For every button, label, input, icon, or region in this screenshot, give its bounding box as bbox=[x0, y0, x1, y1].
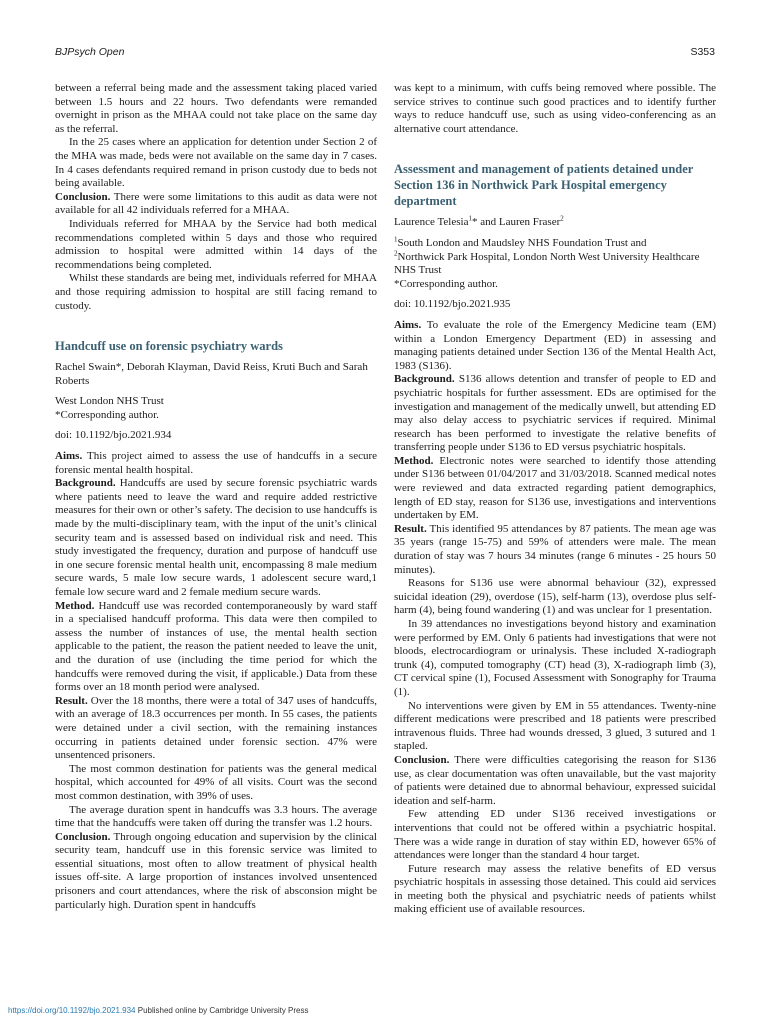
method-text: Electronic notes were searched to identify those attending under S136 between 01/04/2017 and 31/03/2018. Scanned medical notes were reviewed and data extracted regarding patient demographics, length of ED stay, reason for S136 use, investigations and interventions undertaken by EM. bbox=[394, 454, 716, 522]
author-list bbox=[394, 216, 716, 230]
aims-text: To evaluate the role of the Emergency Medicine team (EM) within a London Emergency Department (ED) in assessing and managing patients detained under Section 136 of the Mental Health Act, 1983 (S136). bbox=[394, 318, 716, 372]
aims-paragraph bbox=[394, 319, 716, 373]
left-column bbox=[55, 82, 377, 912]
background-label: Background. bbox=[394, 373, 455, 386]
conclusion-label: Conclusion. bbox=[55, 190, 111, 203]
journal-name: BJPsych Open bbox=[55, 46, 125, 58]
corresponding-author: *Corresponding author. bbox=[55, 408, 159, 421]
article-title: Assessment and management of patients detained under Section 136 in Northwick Park Hospital emergency department bbox=[394, 162, 694, 209]
conclusion-text: There were difficulties categorising the reason for S136 use, as clear documentation was often unavailable, but the vast majority of patients were detained due to abnormal behaviour, expressed suicidal ideation and self-harm. bbox=[394, 753, 716, 807]
result-label: Result. bbox=[394, 522, 427, 535]
corresponding-author: *Corresponding author. bbox=[394, 277, 498, 290]
doi-link[interactable]: doi: 10.1192/bjo.2021.934 bbox=[55, 429, 172, 442]
result-paragraph: Reasons for S136 use were abnormal behaviour (32), expressed suicidal ideation (29), overdose (15), self-harm (13), overdose plus self-harm (4), being found wandering (1) and was unclear for 1 presentation. bbox=[394, 577, 716, 617]
continuation-paragraph: between a referral being made and the assessment taking placed varied between 1.5 hours and 22 hours. Two defendants were remanded overnight in prison as the MHAA could not take place on the same day as the referral. bbox=[55, 82, 377, 135]
aims-paragraph bbox=[55, 450, 377, 477]
right-column bbox=[394, 82, 716, 917]
conclusion-text: Through ongoing education and supervision by the clinical security team, handcuff use in this forensic service was limited to essential situations, most often to allow treatment of physical health issues off-site. A large proportion of instances involved unsentenced prisoners and court attendances, where the risk of absconsion might be particularly high. Duration spent in handcuffs bbox=[55, 830, 377, 911]
result-paragraph: The average duration spent in handcuffs was 3.3 hours. The average time that the handcuffs were taken off during the transfer was 1.2 hours. bbox=[55, 803, 377, 830]
method-paragraph bbox=[55, 600, 377, 695]
author-name: * and Lauren Fraser bbox=[471, 216, 561, 229]
continuation-paragraph: In the 25 cases where an application for detention under Section 2 of the MHA was made, beds were not available on the same day in 7 cases. In 4 cases defendants required remand in prison custody due to beds not being available. bbox=[55, 136, 377, 190]
affiliation-marker: 2 bbox=[560, 214, 564, 223]
method-label: Method. bbox=[55, 599, 95, 612]
affiliation bbox=[394, 248, 716, 278]
result-label: Result. bbox=[55, 694, 88, 707]
background-paragraph bbox=[55, 477, 377, 599]
result-paragraph: In 39 attendances no investigations beyond history and examination were performed by EM. Only 6 patients had investigations that were not bloods, electrocardiogram or urinalysis. These included X-radiograph trunk (4), computed tomography (CT) head (3), X-radiograph limb (3), CT cervical spine (1), Focused Assessment with Sonography for Trauma (1). bbox=[394, 618, 716, 698]
aims-text: This project aimed to assess the use of handcuffs in a secure forensic mental health hospital. bbox=[55, 450, 377, 476]
result-paragraph: The most common destination for patients was the general medical hospital, which accounted for 49% of all visits. Court was the second most common destination, with 39% of uses. bbox=[55, 762, 377, 802]
continuation-paragraph: Individuals referred for MHAA by the Service had both medical recommendations completed within 5 days and those who required admission to hospital were admitted within 14 days of the recommendations being completed. bbox=[55, 217, 377, 271]
author-name: Laurence Telesia bbox=[394, 216, 469, 229]
continuation-paragraph: was kept to a minimum, with cuffs being removed where possible. The service strives to continue such good practices and to identify further ways to reduce handcuff use, such as using video-conferencing as an alternative court attendance. bbox=[394, 82, 716, 135]
conclusion-text: There were some limitations to this audit as data were not available for all 42 individuals referred for a MHAA. bbox=[55, 190, 377, 217]
doi-link[interactable]: doi: 10.1192/bjo.2021.935 bbox=[394, 298, 511, 311]
result-paragraph bbox=[394, 523, 716, 577]
aims-label: Aims. bbox=[55, 450, 83, 463]
page-footer bbox=[8, 1006, 308, 1015]
result-text: This identified 95 attendances by 87 patients. The mean age was 35 years (range 15-75) and 59% of attenders were male. The mean duration of stay was 7 hours 34 minutes (range 6 minutes - 25 hours 50 minutes). bbox=[394, 522, 716, 576]
page-number: S353 bbox=[690, 46, 715, 58]
footer-text: Published online by Cambridge University Press bbox=[135, 1006, 309, 1015]
continuation-conclusion bbox=[55, 191, 377, 218]
method-text: Handcuff use was recorded contemporaneously by ward staff in a specialised handcuff proforma. This data were then compiled to assess the number of instances of use, the mental health section applicable to the patient, the reason the patient needed to leave the unit, and the duration of use (including the time period for which the handcuffs were removed during the visit, if applicable.) Data from these forms over an 18 month period were analysed. bbox=[55, 599, 377, 694]
footer-doi-link[interactable]: https://doi.org/10.1192/bjo.2021.934 bbox=[8, 1006, 136, 1015]
conclusion-label: Conclusion. bbox=[55, 830, 111, 843]
conclusion-paragraph bbox=[394, 754, 716, 808]
running-header bbox=[55, 46, 715, 62]
conclusion-paragraph: Future research may assess the relative benefits of ED versus psychiatric hospitals in assessing those detained. This could aid services in meeting both the physical and psychiatric needs of patients whilst making efficient use of available resources. bbox=[394, 862, 716, 916]
conclusion-paragraph: Few attending ED under S136 received investigations or interventions that could not be offered within a psychiatric hospital. There was a wide range in duration of stay within ED, however 65% of attendances were longer than the standard 4 hour target. bbox=[394, 808, 716, 862]
author-list: Rachel Swain*, Deborah Klayman, David Reiss, Kruti Buch and Sarah Roberts bbox=[55, 361, 368, 387]
affiliation-text: Northwick Park Hospital, London North West University Healthcare NHS Trust bbox=[394, 250, 700, 277]
affiliation-marker: 1 bbox=[394, 235, 398, 244]
affiliation: West London NHS Trust bbox=[55, 395, 164, 408]
conclusion-label: Conclusion. bbox=[394, 753, 450, 766]
method-paragraph bbox=[394, 455, 716, 523]
conclusion-paragraph bbox=[55, 831, 377, 913]
background-text: Handcuffs are used by secure forensic psychiatric wards where patients need to leave the ward and require added restrictive measures for their own or other’s safety. The decision to use handcuffs is made by the multi-disciplinary team, with the input of the unit’s clinical security team and is assessed based on individual risk and need. This study investigated the frequency, duration and purpose of handcuff use in one secure forensic mental health unit, encompassing 8 male medium secure wards, 5 male low secure wards, 1 adolescent secure ward,1 female low secure ward and 2 female medium secure wards. bbox=[55, 477, 377, 598]
aims-label: Aims. bbox=[394, 318, 422, 331]
result-paragraph bbox=[55, 695, 377, 763]
affiliation-text: South London and Maudsley NHS Foundation Trust and bbox=[397, 236, 647, 249]
method-label: Method. bbox=[394, 454, 434, 467]
affiliation-marker: 2 bbox=[394, 248, 398, 257]
result-text: Over the 18 months, there were a total of 347 uses of handcuffs, with an average of 18.3 occurrences per month. In 55 cases, the patients were detained under a civil section, with the remaining instances occurring in patients detained under forensic section. 47% were unsentenced prisoners. bbox=[55, 694, 377, 762]
background-label: Background. bbox=[55, 477, 116, 490]
background-text: S136 allows detention and transfer of people to ED and psychiatric hospitals for further assessment. EDs are optimised for the investigation and management of the medically unwell, but attending ED may also delay access to psychiatric services if required. Minimal research has been performed to investigate the relative benefits of transferring people under S136 to ED versus psychiatric hospitals. bbox=[394, 373, 716, 454]
continuation-paragraph: Whilst these standards are being met, individuals referred for MHAA and those requiring admission to hospital are still facing remand to custody. bbox=[55, 272, 377, 312]
background-paragraph bbox=[394, 373, 716, 455]
affiliation-marker: 1 bbox=[468, 214, 472, 223]
affiliation bbox=[394, 237, 716, 251]
result-paragraph: No interventions were given by EM in 55 attendances. Twenty-nine different medications were prescribed and 18 patients were prescribed intravenous fluids. Three had wounds dressed, 3 glued, 3 sutured and 1 stapled. bbox=[394, 699, 716, 753]
article-title: Handcuff use on forensic psychiatry wards bbox=[55, 339, 283, 354]
